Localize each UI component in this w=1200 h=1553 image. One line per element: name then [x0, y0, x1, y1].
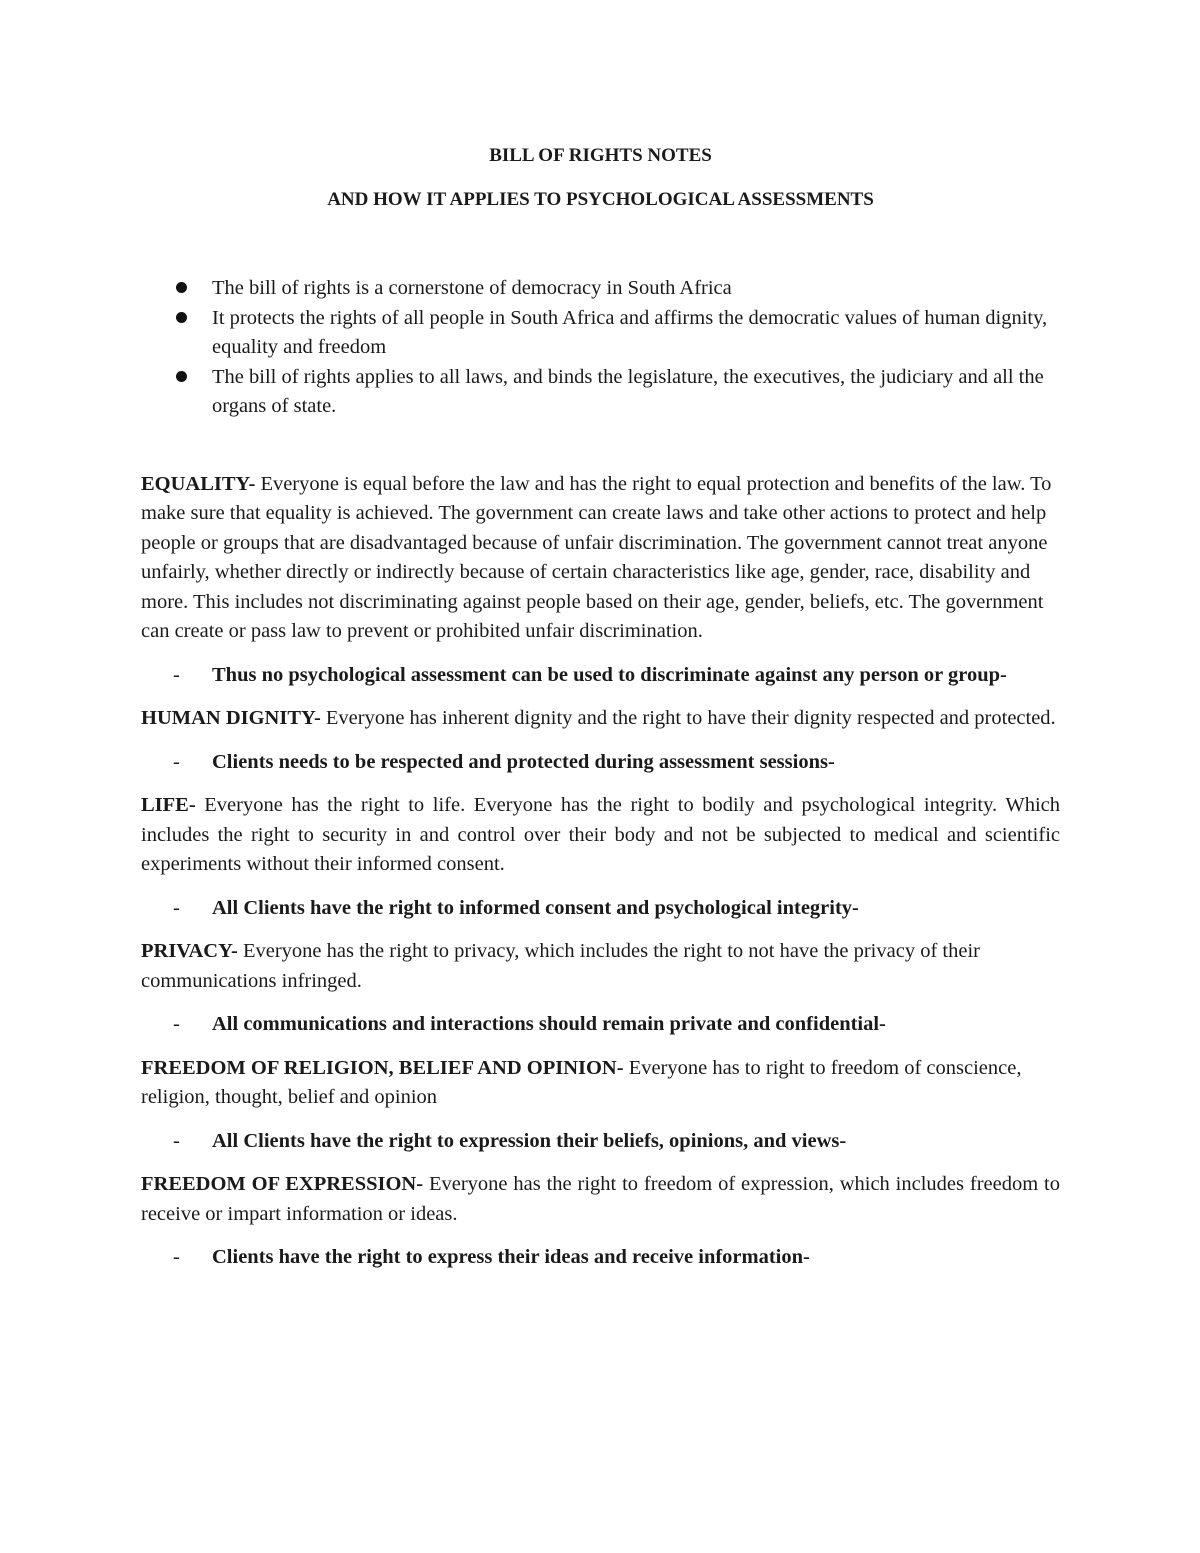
bullet-item: [212, 304, 1060, 363]
section-term: FREEDOM OF RELIGION, BELIEF AND OPINION-: [141, 1056, 624, 1079]
bullet-item: [212, 363, 1060, 422]
section-text: Everyone has the right to life. Everyone has the right to bodily and psychological integrity. Which includes the right to security in and control over their body and not be subjected to medical and scientific experiments without their informed consent.: [141, 794, 1060, 875]
bullet-text: The bill of rights applies to all laws, and binds the legislature, the executives, the judiciary and all the organs of state.: [212, 365, 1044, 417]
section-text: Everyone has the right to privacy, which includes the right to not have the privacy of their communications infringed.: [141, 940, 980, 992]
assessment-note: [141, 748, 1060, 778]
dash-marker: -: [173, 1246, 180, 1268]
document-title: BILL OF RIGHTS NOTES: [489, 145, 712, 166]
section-term: FREEDOM OF EXPRESSION-: [141, 1173, 424, 1195]
assessment-note: [141, 1127, 1060, 1157]
section-term: LIFE-: [141, 794, 196, 816]
bullet-item: [212, 274, 1060, 304]
section-term: EQUALITY-: [141, 472, 256, 495]
section-term: PRIVACY-: [141, 940, 238, 962]
section-text: Everyone is equal before the law and has the right to equal protection and benefits of the law. To make sure that equality is achieved. The government can create laws and take other actions to protect and help people or groups that are disadvantaged because of unfair discrimination. The government cannot treat anyone unfairly, whether directly or indirectly because of certain characteristics like age, gender, race, disability and more. This includes not discriminating against people based on their age, gender, beliefs, etc. The government can create or pass law to prevent or prohibited unfair discrimination.: [141, 472, 1052, 642]
section-freedom-of-expression: [141, 1170, 1060, 1229]
dash-marker: -: [173, 663, 180, 686]
note-text: Clients needs to be respected and protected during assessment sessions-: [212, 750, 835, 773]
bullet-text: It protects the rights of all people in South Africa and affirms the democratic values of human dignity, equality and freedom: [212, 306, 1048, 358]
section-text: Everyone has the right to freedom of expression, which includes freedom to receive or impart information or ideas.: [141, 1173, 1060, 1225]
note-text: All Clients have the right to informed consent and psychological integrity-: [212, 896, 859, 919]
assessment-note: [141, 1243, 1060, 1273]
section-equality: [141, 470, 1060, 647]
bullet-icon: [176, 282, 187, 293]
dash-marker: -: [173, 1129, 180, 1152]
note-text: All communications and interactions should remain private and confidential-: [212, 1013, 886, 1035]
section-term: HUMAN DIGNITY-: [141, 707, 321, 729]
section-freedom-of-religion: [141, 1054, 1060, 1113]
note-text: Thus no psychological assessment can be used to discriminate against any person or group-: [212, 663, 1007, 686]
section-privacy: [141, 937, 1060, 996]
section-life: [141, 791, 1060, 880]
section-human-dignity: [141, 704, 1060, 734]
bullet-icon: [176, 371, 187, 382]
dash-marker: -: [173, 750, 180, 773]
document-subtitle: AND HOW IT APPLIES TO PSYCHOLOGICAL ASSESSMENTS: [327, 189, 874, 210]
section-text: Everyone has inherent dignity and the right to have their dignity respected and protected.: [320, 707, 1056, 729]
section-text: Everyone has to right to freedom of conscience, religion, thought, belief and opinion: [141, 1056, 1022, 1108]
dash-marker: -: [173, 1013, 180, 1035]
assessment-note: [141, 894, 1060, 924]
bullet-text: The bill of rights is a cornerstone of democracy in South Africa: [212, 277, 732, 299]
dash-marker: -: [173, 896, 180, 919]
bullet-icon: [176, 312, 187, 323]
note-text: Clients have the right to express their ideas and receive information-: [212, 1246, 810, 1268]
note-text: All Clients have the right to expression their beliefs, opinions, and views-: [212, 1129, 847, 1152]
assessment-note: [141, 1010, 1060, 1040]
intro-bullet-list: [141, 274, 1060, 422]
assessment-note: [141, 661, 1060, 691]
